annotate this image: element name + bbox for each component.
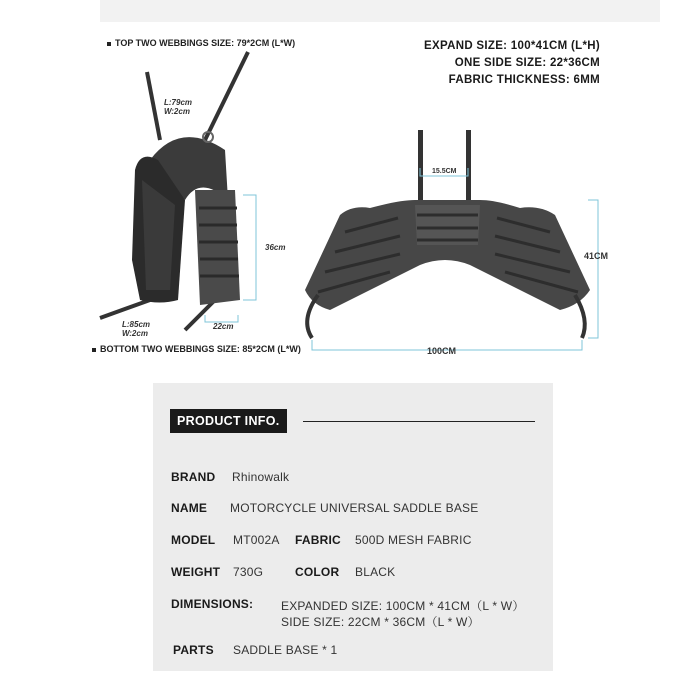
length-label: 100CM [427,346,457,356]
center-width-label: 15.5CM [432,168,457,175]
fabric-label: FABRIC [295,533,341,547]
title-divider [303,421,535,422]
top-strap-length-label: L:79cm [164,98,193,107]
one-side-size-spec: ONE SIDE SIZE: 22*36CM [454,57,600,69]
folded-saddle-base-image [100,52,248,330]
product-info-title: PRODUCT INFO. [170,409,287,433]
top-webbings-note [107,38,295,48]
product-info-panel [153,383,553,671]
bottom-webbings-note [92,344,301,354]
weight-value: 730G [233,565,264,579]
side-size-value: SIDE SIZE: 22CM * 36CM（L * W） [281,615,480,629]
weight-label: WEIGHT [171,565,221,579]
color-value: BLACK [355,565,396,579]
bottom-webbings-text: BOTTOM TWO WEBBINGS SIZE: 85*2CM (L*W) [100,344,301,354]
top-strap-width-label: W:2cm [164,107,190,116]
color-label: COLOR [295,565,340,579]
parts-value: SADDLE BASE * 1 [233,643,338,657]
side-width-label: 22cm [213,322,234,331]
name-label: NAME [171,501,208,515]
name-value: MOTORCYCLE UNIVERSAL SADDLE BASE [230,501,479,515]
model-label: MODEL [171,533,216,547]
expanded-size-value: EXPANDED SIZE: 100CM * 41CM（L * W） [281,599,525,613]
model-value: MT002A [233,533,280,547]
fabric-value: 500D MESH FABRIC [355,533,472,547]
expanded-saddle-base-image [305,130,590,338]
parts-label: PARTS [173,643,214,657]
bullet-icon [107,42,111,46]
expand-size-spec: EXPAND SIZE: 100*41CM (L*H) [424,40,600,52]
dimensions-label: DIMENSIONS: [171,597,254,611]
top-webbings-text: TOP TWO WEBBINGS SIZE: 79*2CM (L*W) [115,38,296,48]
fabric-thickness-spec: FABRIC THICKNESS: 6MM [448,74,600,86]
bottom-strap-length-label: L:85cm [122,320,151,329]
height-label: 41CM [584,251,609,261]
bullet-icon [92,348,96,352]
brand-value: Rhinowalk [232,470,290,484]
side-height-label: 36cm [265,243,286,252]
brand-label: BRAND [171,470,216,484]
bottom-strap-width-label: W:2cm [122,329,148,338]
